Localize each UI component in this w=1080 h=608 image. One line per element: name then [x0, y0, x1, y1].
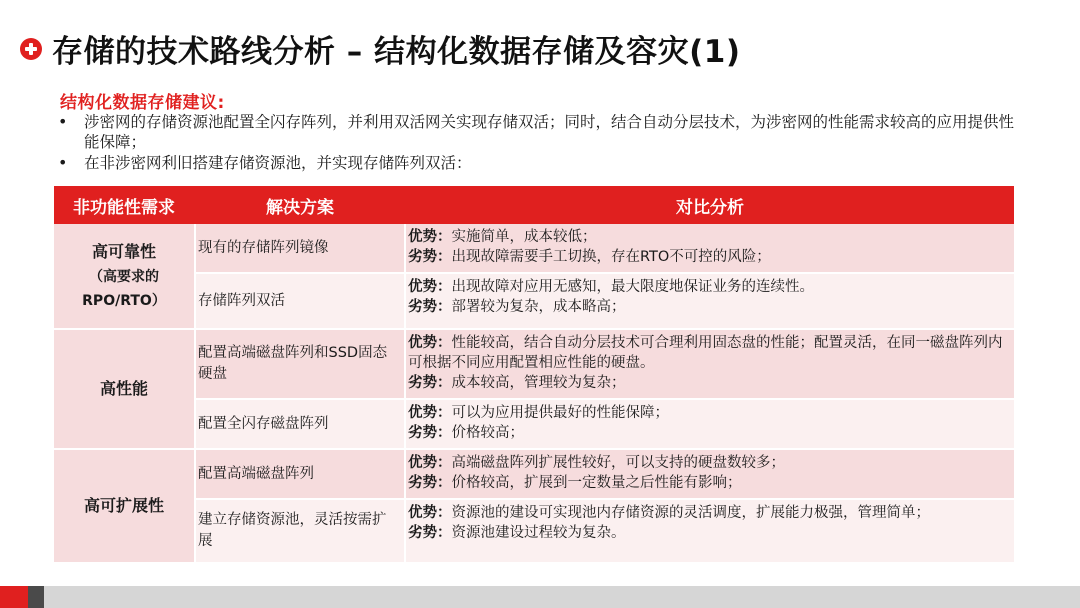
analysis-cell [406, 330, 1014, 398]
plus-circle-icon [20, 38, 42, 60]
disadvantage-text: 资源池建设过程较为复杂。 [451, 525, 626, 541]
advantage-text: 可以为应用提供最好的性能保障； [451, 405, 669, 421]
page-title: 存储的技术路线分析 – 结构化数据存储及容灾(1) [52, 34, 741, 70]
analysis-cell [406, 450, 1014, 498]
requirement-sub-label: （高要求的 [89, 269, 159, 285]
disadvantage-text: 成本较高，管理较为复杂； [451, 375, 626, 391]
analysis-cell [406, 500, 1014, 562]
disadvantage-label: 劣势： [408, 425, 452, 441]
footer-accent-dark [28, 586, 44, 608]
analysis-cell [406, 274, 1014, 328]
header-analysis: 对比分析 [676, 197, 744, 218]
disadvantage-label: 劣势： [408, 299, 452, 315]
solution-cell: 配置全闪存磁盘阵列 [196, 400, 406, 448]
disadvantage-label: 劣势： [408, 249, 452, 265]
disadvantage-text: 价格较高，扩展到一定数量之后性能有影响； [451, 475, 742, 491]
section-subtitle: 结构化数据存储建议: [60, 93, 225, 113]
disadvantage-text: 部署较为复杂，成本略高； [451, 299, 626, 315]
solution-cell: 存储阵列双活 [196, 274, 406, 328]
analysis-cell [406, 400, 1014, 448]
footer-accent-red [0, 586, 28, 608]
group-rows [196, 224, 1014, 328]
advantage-text: 性能较高，结合自动分层技术可合理利用固态盘的性能；配置灵活，在同一磁盘阵列内可根据不同应用配置相应性能的硬盘。 [408, 335, 1003, 371]
requirement-sub-label: RPO/RTO） [82, 293, 166, 309]
requirement-cell [54, 330, 196, 448]
table-row [196, 330, 1014, 398]
disadvantage-text: 出现故障需要手工切换，存在RTO不可控的风险； [451, 249, 771, 265]
table-row [196, 224, 1014, 272]
advantage-label: 优势： [408, 229, 452, 245]
requirement-label: 高可靠性 [91, 242, 156, 261]
advantage-label: 优势： [408, 505, 452, 521]
table-row [196, 398, 1014, 448]
advantage-text: 高端磁盘阵列扩展性较好，可以支持的硬盘数较多； [451, 455, 785, 471]
bullet-item: • 在非涉密网利旧搭建存储资源池，并实现存储阵列双活： [58, 153, 1018, 173]
bullet-list [58, 112, 1018, 174]
requirement-cell [54, 224, 196, 328]
table-row [196, 272, 1014, 328]
group-high-reliability [54, 224, 1014, 328]
bullet-item: • 涉密网的存储资源池配置全闪存阵列，并利用双活网关实现存储双活；同时，结合自动分层技术，为涉密网的性能需求较高的应用提供性能保障； [58, 112, 1018, 152]
group-high-performance [54, 328, 1014, 448]
advantage-label: 优势： [408, 405, 452, 421]
requirement-label: 高可扩展性 [83, 496, 164, 515]
advantage-text: 出现故障对应用无感知，最大限度地保证业务的连续性。 [451, 279, 814, 295]
disadvantage-label: 劣势： [408, 375, 452, 391]
comparison-table [54, 186, 1014, 562]
group-rows [196, 330, 1014, 448]
advantage-label: 优势： [408, 279, 452, 295]
advantage-label: 优势： [408, 455, 452, 471]
table-header [54, 186, 1014, 224]
header-solution: 解决方案 [266, 197, 334, 218]
requirement-label: 高性能 [99, 379, 148, 398]
solution-cell: 配置高端磁盘阵列和SSD固态硬盘 [196, 330, 406, 398]
group-rows [196, 450, 1014, 562]
table-row [196, 450, 1014, 498]
requirement-cell [54, 450, 196, 562]
header-requirement: 非功能性需求 [73, 197, 175, 218]
group-high-scalability [54, 448, 1014, 562]
disadvantage-text: 价格较高； [451, 425, 524, 441]
advantage-text: 实施简单，成本较低； [451, 229, 597, 245]
footer-bar [0, 586, 1080, 608]
advantage-label: 优势： [408, 335, 452, 351]
solution-cell: 现有的存储阵列镜像 [196, 224, 406, 272]
disadvantage-label: 劣势： [408, 475, 452, 491]
solution-cell: 配置高端磁盘阵列 [196, 450, 406, 498]
analysis-cell [406, 224, 1014, 272]
table-row [196, 498, 1014, 562]
solution-cell: 建立存储资源池，灵活按需扩展 [196, 500, 406, 562]
advantage-text: 资源池的建设可实现池内存储资源的灵活调度，扩展能力极强，管理简单； [451, 505, 930, 521]
disadvantage-label: 劣势： [408, 525, 452, 541]
